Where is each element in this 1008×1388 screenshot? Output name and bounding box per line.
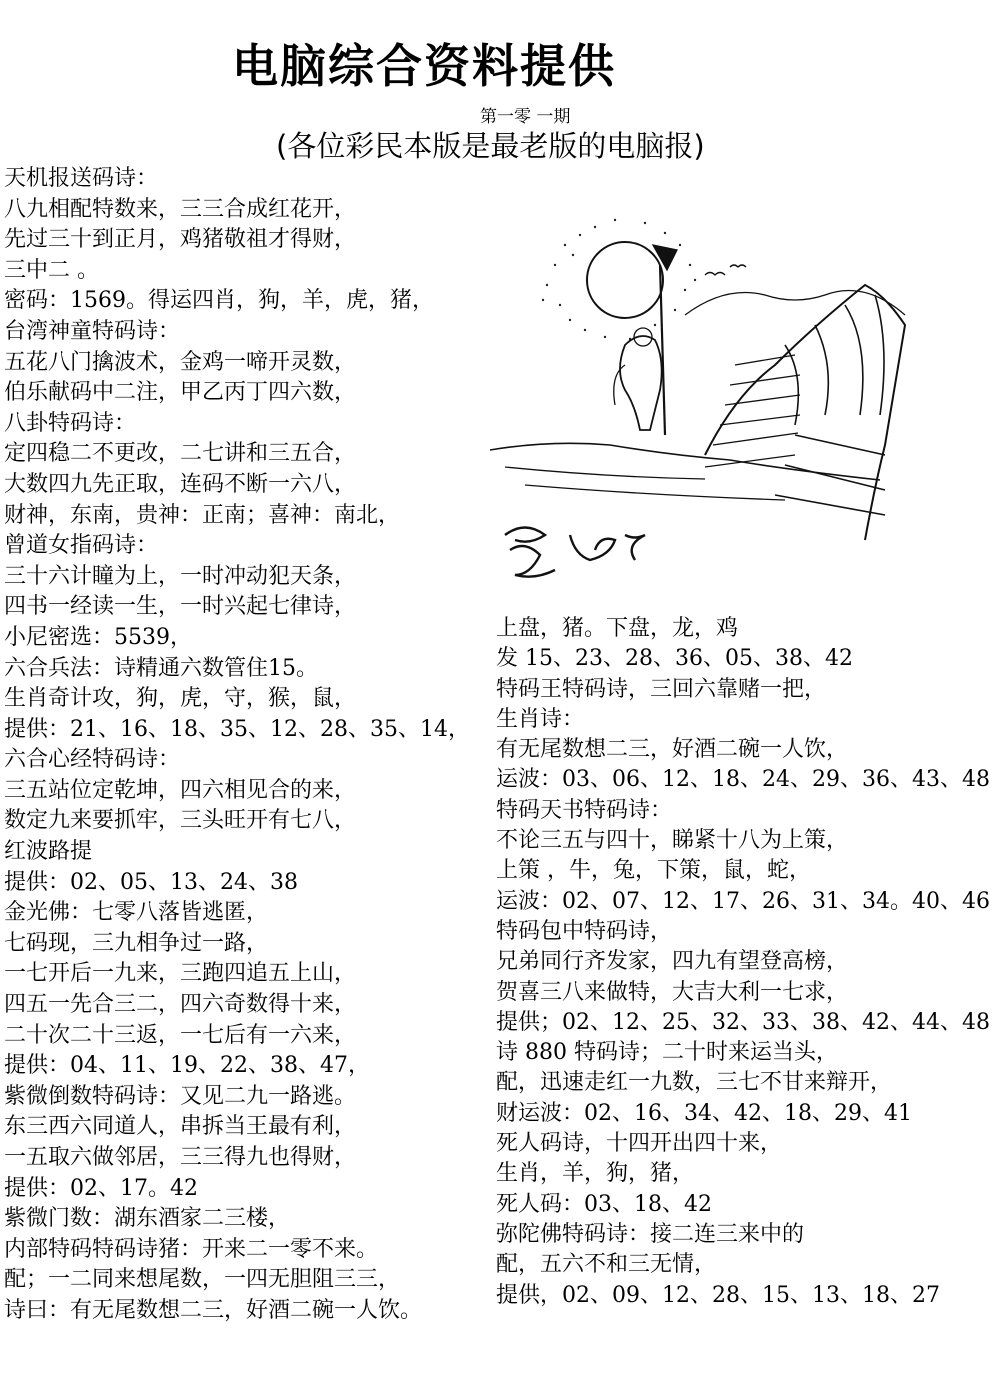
right-column-line: 生肖，羊，狗，猪， [496,1161,695,1187]
right-column-line: 财运波：02、16、34、42、18、29、41 [496,1100,912,1126]
left-column-line: 小尼密选：5539， [4,624,192,650]
left-column-line: 四五一先合三二，四六奇数得十来， [4,992,357,1018]
left-column-line: 数定九来要抓牢，三头旺开有七八， [4,808,357,834]
left-column-line: 台湾神童特码诗： [4,318,181,344]
right-column-line: 配，迅速走红一九数，三七不甘来辩开， [496,1070,893,1096]
right-column-line: 提供；02、12、25、32、33、38、42、44、48 [496,1009,990,1035]
right-column-line: 运波：02、07、12、17、26、31、34。40、46 [496,888,990,914]
left-column-line: 八卦特码诗： [4,410,137,436]
left-column-line: 八九相配特数来，三三合成红花开， [4,196,357,222]
right-text-column [496,614,1006,1311]
left-column-line: 三十六计瞳为上，一时冲动犯天条， [4,563,357,589]
wanderer-under-moon-icon [485,205,915,600]
right-column-line: 特码王特码诗，三回六靠赌一把， [496,676,827,702]
left-column-line: 提供：02、05、13、24、38 [4,869,298,895]
left-column-line: 大数四九先正取，连码不断一六八， [4,471,357,497]
issue-number: 第一零 一期 [480,107,571,127]
right-column-line: 上策 ，牛，兔，下策，鼠，蛇， [496,858,811,884]
left-column-line: 先过三十到正月，鸡猪敬祖才得财， [4,227,357,253]
right-column-line: 运波：03、06、12、18、24、29、36、43、48 [496,767,990,793]
page-title: 电脑综合资料提供 [232,39,616,93]
right-column-line: 弥陀佛特码诗：接二连三来中的 [496,1221,805,1247]
right-column-line: 特码天书特码诗： [496,797,673,823]
left-column-line: 金光佛：七零八落皆逃匿， [4,900,269,926]
left-column-line: 紫微门数：湖东酒家二三楼， [4,1206,291,1232]
left-column-line: 五花八门擒波术，金鸡一啼开灵数， [4,349,357,375]
page-subtitle: (各位彩民本版是最老版的电脑报) [276,129,705,163]
right-column-line: 死人码诗，十四开出四十来， [496,1131,783,1157]
left-text-column [4,164,494,1327]
left-column-line: 二十次二十三返，一七后有一六来， [4,1022,357,1048]
right-column-line: 不论三五与四十，睇紧十八为上策， [496,828,849,854]
left-column-line: 财神，东南，贵神：正南；喜神：南北， [4,502,401,528]
right-column-line: 诗 880 特码诗；二十时来运当头， [496,1040,838,1066]
right-column-line: 贺喜三八来做特，大吉大利一七求， [496,979,849,1005]
left-column-line: 提供：02、17。42 [4,1175,198,1201]
right-column-line: 有无尾数想二三，好酒二碗一人饮， [496,737,849,763]
left-column-line: 一七开后一九来，三跑四追五上山， [4,961,357,987]
left-column-line: 曾道女指码诗： [4,533,159,559]
left-column-line: 天机报送码诗： [4,166,159,191]
left-column-line: 六合兵法：诗精通六数管住15。 [4,655,318,681]
right-column-line: 发 15、23、28、36、05、38、42 [496,646,853,672]
left-column-line: 七码现，三九相争过一路， [4,930,269,956]
left-column-line: 东三西六同道人，串拆当王最有利， [4,1114,357,1140]
left-column-line: 四书一经读一生，一时兴起七律诗， [4,594,357,620]
left-column-line: 密码：1569。得运四肖，狗，羊，虎，猪， [4,288,434,314]
left-column-line: 三五站位定乾坤，四六相见合的来， [4,777,357,803]
right-column-line: 兄弟同行齐发家，四九有望登高榜， [496,949,849,975]
left-column-line: 诗曰：有无尾数想二三，好酒二碗一人饮。 [4,1297,423,1323]
right-column-line: 死人码：03、18、42 [496,1191,712,1217]
left-column-line: 提供：21、16、18、35、12、28、35、14， [4,716,470,742]
right-column-line: 上盘，猪。下盘，龙，鸡 [496,616,739,641]
right-column-line: 特码包中特码诗， [496,918,673,944]
left-column-line: 红波路提 [4,839,93,865]
left-column-line: 配；一二同来想尾数，一四无胆阻三三， [4,1267,401,1293]
left-column-line: 内部特码特码诗猪：开来二一零不来。 [4,1236,379,1262]
left-column-line: 三中二 。 [4,257,99,283]
left-column-line: 一五取六做邻居，三三得九也得财， [4,1145,357,1170]
left-column-line: 生肖奇计攻，狗，虎，守，猴，鼠， [4,686,357,712]
left-column-line: 提供：04、11、19、22、38、47， [4,1053,370,1079]
ink-illustration [485,205,915,600]
left-column-line: 紫微倒数特码诗：又见二九一路逃。 [4,1083,357,1109]
left-column-line: 六合心经特码诗： [4,747,181,773]
left-column-line: 伯乐献码中二注，甲乙丙丁四六数， [4,380,357,406]
right-column-line: 提供，02、09、12、28、15、13、18、27 [496,1282,940,1308]
right-column-line: 配，五六不和三无情， [496,1252,717,1278]
left-column-line: 定四稳二不更改，二七讲和三五合， [4,441,357,467]
right-column-line: 生肖诗： [496,706,585,732]
